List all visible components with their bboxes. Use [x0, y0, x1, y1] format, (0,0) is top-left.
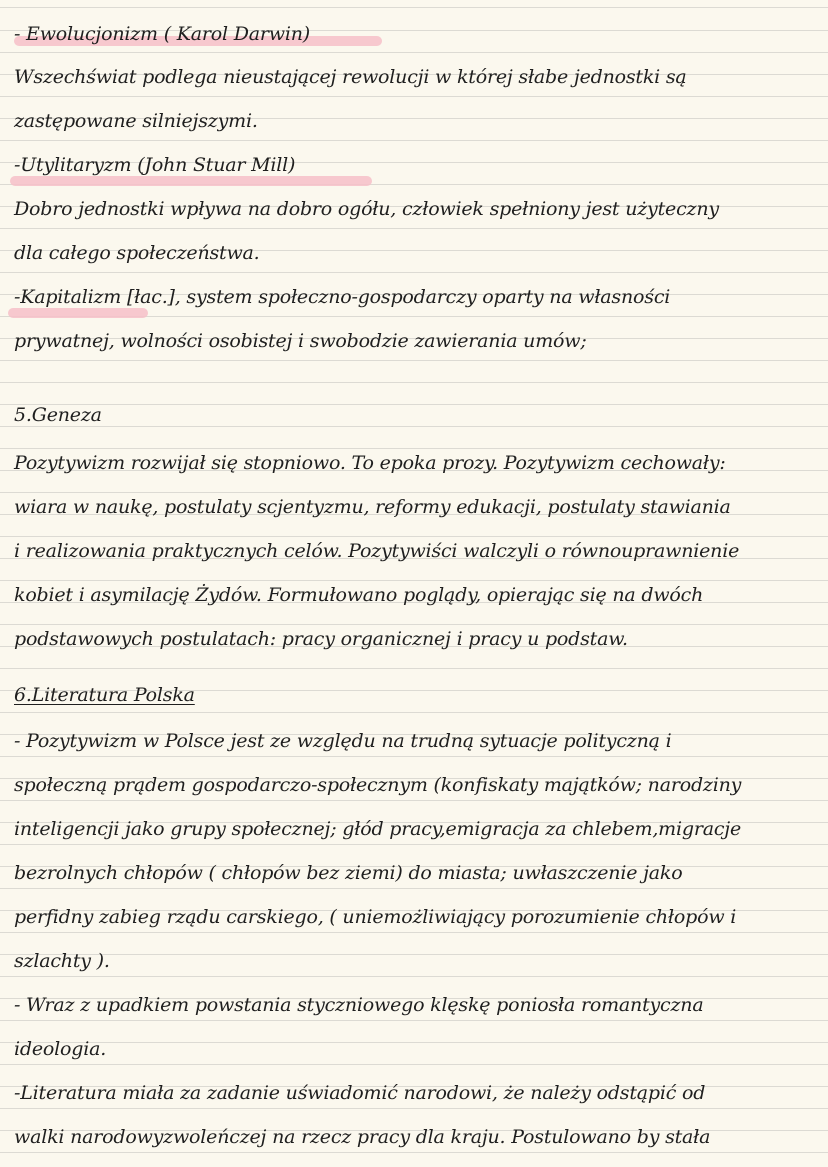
text-line: walki narodowyzwoleńczej na rzecz pracy dla kraju. Postulowano by stała [14, 1126, 711, 1148]
text-line: ideologia. [14, 1038, 107, 1060]
text-line: wiara w naukę, postulaty scjentyzmu, reformy edukacji, postulaty stawiania [14, 496, 731, 518]
heading-ewolucjonizm: - Ewolucjonizm ( Karol Darwin) [14, 23, 310, 45]
text-line: Dobro jednostki wpływa na dobro ogółu, człowiek spełniony jest użyteczny [14, 198, 719, 220]
section-heading-literatura-polska: 6.Literatura Polska [14, 684, 195, 706]
text-line: - Wraz z upadkiem powstania styczniowego klęskę poniosła romantyczna [14, 994, 704, 1016]
text-line: perfidny zabieg rządu carskiego, ( uniemożliwiający porozumienie chłopów i [14, 906, 737, 928]
text-line: inteligencji jako grupy społecznej; głód pracy,emigracja za chlebem,migracje [14, 818, 742, 840]
text-line: Pozytywizm rozwijał się stopniowo. To epoka prozy. Pozytywizm cechowały: [14, 452, 726, 474]
text-line: prywatnej, wolności osobistej i swobodzie zawierania umów; [14, 330, 587, 352]
text-line: dla całego społeczeństwa. [14, 242, 260, 264]
text-line: szlachty ). [14, 950, 110, 972]
section-heading-geneza: 5.Geneza [14, 404, 102, 426]
text-line: kobiet i asymilację Żydów. Formułowano poglądy, opierając się na dwóch [14, 584, 704, 606]
text-line: Wszechświat podlega nieustającej rewolucji w której słabe jednostki są [14, 66, 687, 88]
heading-utylitaryzm: -Utylitaryzm (John Stuar Mill) [14, 154, 296, 176]
text-line: podstawowych postulatach: pracy organicznej i pracy u podstaw. [14, 628, 628, 650]
text-line: -Literatura miała za zadanie uświadomić narodowi, że należy odstąpić od [14, 1082, 706, 1104]
text-line: - Pozytywizm w Polsce jest ze względu na trudną sytuacje polityczną i [14, 730, 672, 752]
text-line: zastępowane silniejszymi. [14, 110, 258, 132]
heading-kapitalizm: -Kapitalizm [łac.], system społeczno-gospodarczy oparty na własności [14, 286, 671, 308]
text-line: i realizowania praktycznych celów. Pozytywiści walczyli o równouprawnienie [14, 540, 740, 562]
text-line: bezrolnych chłopów ( chłopów bez ziemi) do miasta; uwłaszczenie jako [14, 862, 683, 884]
text-line: społeczną prądem gospodarczo-społecznym (konfiskaty majątków; narodziny [14, 774, 742, 796]
